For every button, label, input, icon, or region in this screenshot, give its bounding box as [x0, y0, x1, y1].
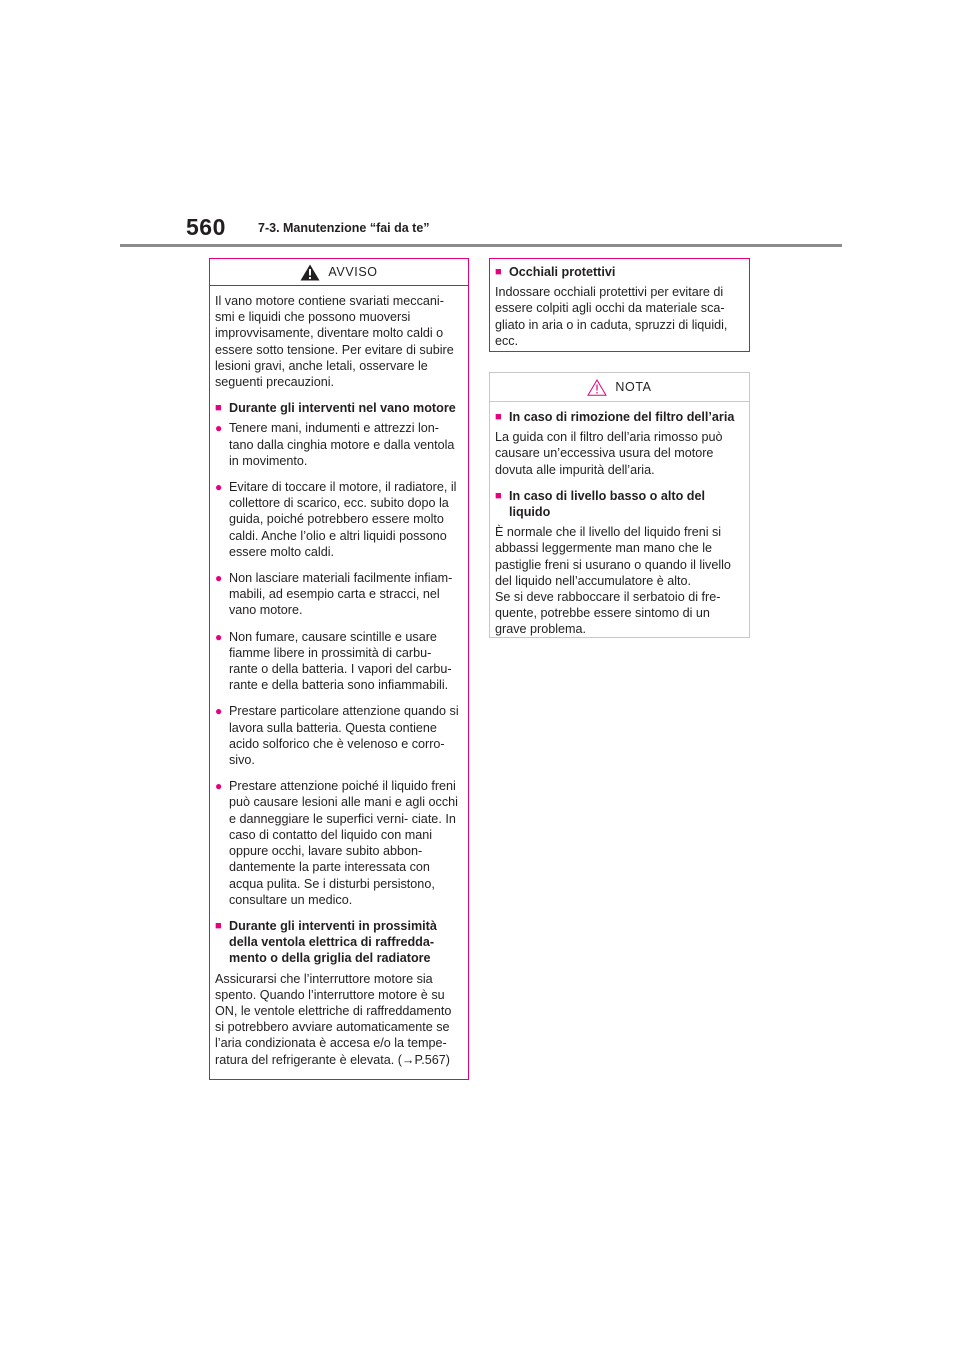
circle-bullet-icon: ●	[215, 421, 223, 436]
note-fluid-level-text: È normale che il livello del liquido freni si abbassi leggermente man mano che le pastiglie freni si usurano o quando il livello del liquido nell’accumulatore è alto.	[495, 525, 731, 588]
warning-icon	[300, 264, 320, 281]
warning-box-body	[210, 286, 468, 1074]
goggles-text: Indossare occhiali protettivi per evitare di essere colpiti agli occhi da materiale sca- gliato in aria o in caduta, spruzzi di liquidi, ecc.	[495, 285, 728, 348]
list-item-text: Non fumare, causare scintille e usare fiamme libere in prossimità di carbu- rante o della batteria. I vapori del carbu- rante e della batteria sono infiammabili.	[229, 629, 452, 693]
warning-box-header	[210, 259, 468, 286]
note-box	[489, 372, 750, 638]
note-air-filter-text: La guida con il filtro dell’aria rimosso può causare un’eccessiva usura del motore dovuta alle impurità dell’aria.	[495, 430, 723, 477]
caution-outline-icon	[587, 379, 607, 396]
list-item-text: Prestare attenzione poiché il liquido freni può causare lesioni alle mani e agli occhi e danneggiare le superfici verni- ciate. In caso di contatto del liquido con mani oppure occhi, lavare subito abbon- dantemente la parte interessata con acqua pulita. Se i disturbi persistono, consultare un medico.	[229, 779, 458, 907]
list-item	[215, 703, 463, 768]
warning-box-title: AVVISO	[328, 264, 378, 279]
subsection-title: Durante gli interventi in prossimità della ventola elettrica di raffredda- mento o della griglia del radiatore	[229, 918, 437, 966]
circle-bullet-icon: ●	[215, 779, 223, 794]
subsection-title: In caso di livello basso o alto del liquido	[509, 488, 705, 520]
circle-bullet-icon: ●	[215, 704, 223, 719]
list-item-text: Non lasciare materiali facilmente infiam- mabili, ad esempio carta e stracci, nel vano motore.	[229, 571, 453, 618]
square-bullet-icon: ■	[495, 489, 502, 502]
square-bullet-icon: ■	[495, 266, 502, 278]
note-fluid-level-text-2: Se si deve rabboccare il serbatoio di fre- quente, potrebbe essere sintomo di un grave problema.	[495, 590, 721, 637]
subsection-title: Durante gli interventi nel vano motore	[229, 401, 456, 416]
circle-bullet-icon: ●	[215, 480, 223, 495]
square-bullet-icon: ■	[215, 919, 222, 932]
subsection-title: Occhiali protettivi	[509, 265, 616, 279]
warning-box	[209, 258, 469, 1080]
list-item-text: Evitare di toccare il motore, il radiatore, il collettore di scarico, ecc. subito dopo la guida, poiché potrebbero essere molto caldi. Anche l’olio e altri liquidi possono essere molto caldi.	[229, 480, 457, 559]
header-rule	[120, 244, 842, 247]
warning-subsection-engine	[215, 400, 463, 416]
square-bullet-icon: ■	[495, 411, 502, 423]
goggles-box	[489, 258, 750, 352]
note-box-title: NOTA	[615, 379, 652, 394]
section-title: 7-3. Manutenzione “fai da te”	[258, 221, 430, 235]
circle-bullet-icon: ●	[215, 571, 223, 586]
circle-bullet-icon: ●	[215, 629, 223, 644]
list-item	[215, 570, 463, 619]
goggles-subsection	[495, 264, 744, 280]
square-bullet-icon: ■	[215, 402, 222, 415]
page-number: 560	[186, 214, 226, 240]
list-item	[215, 479, 463, 560]
list-item	[215, 629, 463, 694]
note-subsection-fluid-level	[495, 488, 744, 520]
warning-subsection-fan	[215, 918, 463, 967]
list-item-text: Prestare particolare attenzione quando si lavora sulla batteria. Questa contiene acido solforico che è velenoso e corro- sivo.	[229, 704, 459, 768]
list-item	[215, 778, 463, 908]
note-box-body	[490, 402, 749, 644]
note-box-header	[490, 373, 749, 402]
note-subsection-air-filter	[495, 409, 744, 425]
subsection-title: In caso di rimozione del filtro dell’aria	[509, 410, 735, 424]
list-item	[215, 420, 463, 469]
goggles-box-body	[490, 259, 749, 355]
warning-subsection-fan-text: Assicurarsi che l’interruttore motore sia spento. Quando l’interruttore motore è su ON, le ventole elettriche di raffreddamento si potrebbero avviare automaticamente se l’aria condizionata è accesa e/o la tempe- ratura del refrigerante è elevata. (→P.567)	[215, 971, 452, 1067]
warning-intro: Il vano motore contiene svariati meccani- smi e liquidi che possono muoversi improvvisamente, diventare molto caldi o essere sotto tensione. Per evitare di subire lesioni gravi, anche letali, osservare le seguenti precauzioni.	[215, 294, 454, 390]
list-item-text: Tenere mani, indumenti e attrezzi lon- tano dalla cinghia motore e dalla ventola in movimento.	[229, 421, 455, 468]
